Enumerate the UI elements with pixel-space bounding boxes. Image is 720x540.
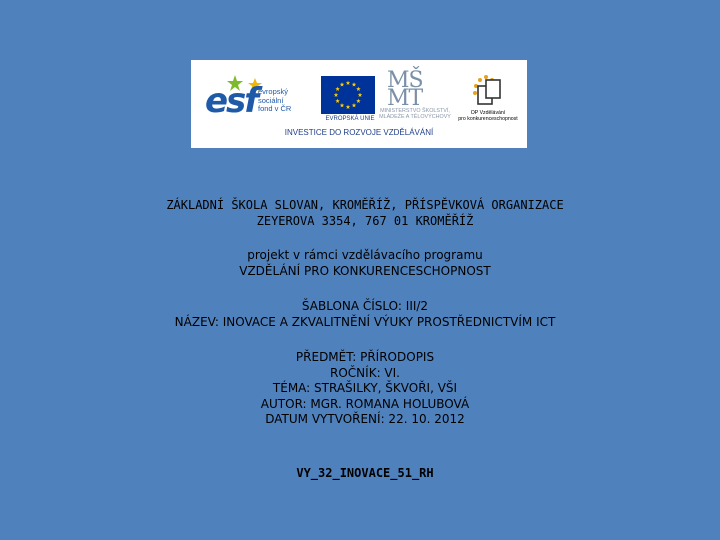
eu-star-icon [346, 81, 351, 85]
lesson-grade: ROČNÍK: VI. [330, 365, 400, 380]
lesson-info [20, 350, 710, 428]
school-name: ZÁKLADNÍ ŠKOLA SLOVAN, KROMĚŘÍŽ, PŘÍSPĚVKOVÁ ORGANIZACE [166, 198, 564, 212]
eu-star-icon [356, 99, 361, 103]
template-number: ŠABLONA ČÍSLO: III/2 [301, 299, 429, 313]
esf-mark: esf [205, 81, 258, 121]
lesson-date: DATUM VYTVOŘENÍ: 22. 10. 2012 [265, 412, 465, 427]
school-address: ZEYEROVA 3354, 767 01 KROMĚŘÍŽ [256, 213, 474, 228]
logo-row [191, 70, 527, 126]
eu-star-icon [352, 103, 357, 107]
template-info [20, 299, 710, 330]
msmt-logo [375, 68, 453, 126]
project-line: projekt v rámci vzdělávacího programu [247, 248, 483, 262]
school-info [20, 198, 710, 229]
project-program: VZDĚLÁNÍ PRO KONKURENCESCHOPNOST [239, 263, 491, 278]
esf-logo [205, 74, 317, 126]
lesson-subject: PŘEDMĚT: PŘÍRODOPIS [295, 350, 435, 364]
msmt-label: MINISTERSTVO ŠKOLSTVÍ, MLÁDEŽE A TĚLOVÝCHOVY [379, 108, 451, 121]
eu-star-icon [340, 82, 345, 86]
eu-star-icon [334, 93, 339, 97]
eu-star-icon [358, 93, 363, 97]
eu-star-icon [346, 105, 351, 109]
eu-star-icon [335, 87, 340, 91]
material-code: VY_32_INOVACE_51_RH [296, 466, 434, 480]
eu-logo [319, 74, 379, 126]
op-logo [453, 72, 523, 126]
eu-star-icon [352, 82, 357, 86]
op-emblem-icon [466, 72, 510, 108]
op-label: OP Vzdělávání pro konkurenceschopnost [458, 110, 518, 123]
lesson-topic: TÉMA: STRAŠILKY, ŠKVOŘI, VŠI [272, 381, 458, 396]
eu-label: EVROPSKÁ UNIE [325, 116, 375, 122]
eu-flag-icon [321, 76, 375, 114]
eu-star-icon [340, 103, 345, 107]
project-info [20, 248, 710, 279]
eu-star-icon [335, 99, 340, 103]
lesson-author: AUTOR: MGR. ROMANA HOLUBOVÁ [260, 396, 470, 411]
esf-caption: evropský sociální fond v ČR [258, 87, 292, 114]
template-name: NÁZEV: INOVACE A ZKVALITNĚNÍ VÝUKY PROSTŘEDNICTVÍM ICT [174, 314, 556, 329]
logo-banner [191, 60, 527, 148]
logo-tagline: INVESTICE DO ROZVOJE VZDĚLÁVÁNÍ [284, 128, 434, 137]
msmt-mark: MŠ MT [387, 68, 423, 111]
eu-star-icon [356, 87, 361, 91]
